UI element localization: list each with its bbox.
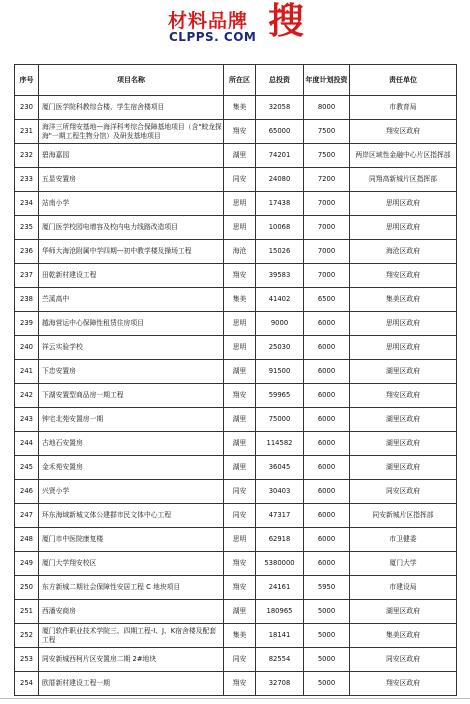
cell-district: 同安: [224, 168, 256, 192]
logo-english-text: CLPPS. COM: [169, 30, 257, 44]
cell-annual-investment: 6000: [304, 432, 350, 456]
project-table: [14, 64, 457, 696]
cell-annual-investment: 5000: [304, 648, 350, 672]
cell-responsible-unit: 湖里区政府: [350, 600, 457, 624]
cell-responsible-unit: 湖里区政府: [350, 432, 457, 456]
cell-project-name: 同安新城西柯片区安置房二期 2#地块: [39, 648, 224, 672]
cell-total-investment: 62918: [256, 528, 304, 552]
cell-total-investment: 59965: [256, 384, 304, 408]
header-responsible-unit: 责任单位: [350, 65, 457, 96]
cell-annual-investment: 5000: [304, 672, 350, 696]
cell-index: 239: [15, 312, 39, 336]
cell-annual-investment: 6000: [304, 336, 350, 360]
cell-annual-investment: 6000: [304, 408, 350, 432]
cell-district: 集美: [224, 96, 256, 120]
cell-index: 252: [15, 624, 39, 648]
cell-total-investment: 91500: [256, 360, 304, 384]
cell-project-name: 东方新城二期社会保障性安居工程 C 地块项目: [39, 576, 224, 600]
cell-total-investment: 24080: [256, 168, 304, 192]
cell-annual-investment: 6500: [304, 288, 350, 312]
cell-district: 同安: [224, 480, 256, 504]
table-row: [15, 264, 457, 288]
cell-annual-investment: 5000: [304, 600, 350, 624]
cell-district: 湖里: [224, 456, 256, 480]
cell-total-investment: 32708: [256, 672, 304, 696]
cell-district: 同安: [224, 504, 256, 528]
cell-project-name: 钟宅北苑安置房一期: [39, 408, 224, 432]
cell-district: 思明: [224, 216, 256, 240]
cell-project-name: 海洋三所翔安基地—海洋科考综合保障基地项目（含"蛟龙探海"一期工程生物分馆）及研发基地项目: [39, 120, 224, 144]
table-row: [15, 600, 457, 624]
cell-annual-investment: 6000: [304, 312, 350, 336]
cell-total-investment: 65000: [256, 120, 304, 144]
table-row: [15, 336, 457, 360]
table-row: [15, 504, 457, 528]
table-row: [15, 144, 457, 168]
cell-total-investment: 15026: [256, 240, 304, 264]
cell-project-name: 站南小学: [39, 192, 224, 216]
cell-total-investment: 5380000: [256, 552, 304, 576]
cell-total-investment: 75000: [256, 408, 304, 432]
cell-responsible-unit: 翔安区政府: [350, 264, 457, 288]
table-row: [15, 480, 457, 504]
site-logo[interactable]: [160, 1, 310, 48]
cell-index: 231: [15, 120, 39, 144]
cell-responsible-unit: 思明区政府: [350, 336, 457, 360]
cell-project-name: 五显安置房: [39, 168, 224, 192]
table-row: [15, 576, 457, 600]
cell-index: 245: [15, 456, 39, 480]
cell-index: 236: [15, 240, 39, 264]
cell-index: 243: [15, 408, 39, 432]
cell-district: 湖里: [224, 144, 256, 168]
cell-project-name: 厦门医学院科教综合楼、学生宿舍楼项目: [39, 96, 224, 120]
table-row: [15, 648, 457, 672]
cell-district: 同安: [224, 648, 256, 672]
table-row: [15, 96, 457, 120]
cell-district: 思明: [224, 336, 256, 360]
cell-responsible-unit: 湖里区政府: [350, 456, 457, 480]
cell-district: 湖里: [224, 432, 256, 456]
table-row: [15, 312, 457, 336]
cell-total-investment: 17438: [256, 192, 304, 216]
cell-index: 230: [15, 96, 39, 120]
table-body: [15, 96, 457, 696]
cell-responsible-unit: 两岸区域性金融中心片区指挥部: [350, 144, 457, 168]
cell-annual-investment: 7000: [304, 264, 350, 288]
cell-project-name: 厦门软件职业技术学院三、四期工程-I、J、K宿舍楼及配套工程: [39, 624, 224, 648]
cell-project-name: 祥云实验学校: [39, 336, 224, 360]
cell-index: 254: [15, 672, 39, 696]
cell-index: 233: [15, 168, 39, 192]
cell-project-name: 碧海嘉园: [39, 144, 224, 168]
table-row: [15, 384, 457, 408]
cell-responsible-unit: 同安区政府: [350, 648, 457, 672]
cell-project-name: 厦门大学翔安校区: [39, 552, 224, 576]
cell-responsible-unit: 同翔高新城片区指挥部: [350, 168, 457, 192]
cell-district: 湖里: [224, 600, 256, 624]
cell-responsible-unit: 集美区政府: [350, 288, 457, 312]
cell-total-investment: 9000: [256, 312, 304, 336]
cell-project-name: 下湖安置型商品房一期工程: [39, 384, 224, 408]
logo-chinese-text: 材料品牌: [168, 10, 249, 32]
cell-responsible-unit: 湖里区政府: [350, 408, 457, 432]
cell-total-investment: 30403: [256, 480, 304, 504]
cell-project-name: 华师大海沧附属中学四期—初中教学楼及操场工程: [39, 240, 224, 264]
header-total-investment: 总投资: [256, 65, 304, 96]
cell-total-investment: 41402: [256, 288, 304, 312]
logo-search-glyph: 搜: [268, 1, 305, 42]
cell-index: 242: [15, 384, 39, 408]
cell-district: 思明: [224, 192, 256, 216]
cell-annual-investment: 7000: [304, 240, 350, 264]
cell-project-name: 古地石安置房: [39, 432, 224, 456]
table-row: [15, 528, 457, 552]
table-row: [15, 288, 457, 312]
cell-responsible-unit: 翔安区政府: [350, 120, 457, 144]
cell-district: 思明: [224, 312, 256, 336]
cell-responsible-unit: 市建设局: [350, 576, 457, 600]
cell-project-name: 金禾苑安置房: [39, 456, 224, 480]
cell-index: 235: [15, 216, 39, 240]
cell-annual-investment: 5950: [304, 576, 350, 600]
cell-annual-investment: 7000: [304, 192, 350, 216]
header-annual-investment: 年度计划投资: [304, 65, 350, 96]
header-district: 所在区: [224, 65, 256, 96]
cell-annual-investment: 6000: [304, 528, 350, 552]
cell-project-name: 田乾新村建设工程: [39, 264, 224, 288]
cell-responsible-unit: 同安新城片区指挥部: [350, 504, 457, 528]
cell-total-investment: 74201: [256, 144, 304, 168]
cell-index: 251: [15, 600, 39, 624]
table-row: [15, 672, 457, 696]
table-row: [15, 552, 457, 576]
cell-total-investment: 47317: [256, 504, 304, 528]
cell-responsible-unit: 翔安区政府: [350, 672, 457, 696]
cell-index: 238: [15, 288, 39, 312]
cell-responsible-unit: 集美区政府: [350, 624, 457, 648]
cell-total-investment: 82554: [256, 648, 304, 672]
cell-total-investment: 10068: [256, 216, 304, 240]
cell-district: 思明: [224, 528, 256, 552]
cell-project-name: 西潘安商房: [39, 600, 224, 624]
cell-responsible-unit: 湖里区政府: [350, 360, 457, 384]
cell-index: 246: [15, 480, 39, 504]
table-row: [15, 192, 457, 216]
cell-index: 248: [15, 528, 39, 552]
cell-district: 海沧: [224, 240, 256, 264]
cell-responsible-unit: 思明区政府: [350, 312, 457, 336]
cell-project-name: 兴贤小学: [39, 480, 224, 504]
cell-annual-investment: 7500: [304, 144, 350, 168]
cell-district: 集美: [224, 288, 256, 312]
table-row: [15, 432, 457, 456]
cell-responsible-unit: 海沧区政府: [350, 240, 457, 264]
cell-annual-investment: 7200: [304, 168, 350, 192]
cell-annual-investment: 6000: [304, 360, 350, 384]
cell-district: 翔安: [224, 264, 256, 288]
cell-annual-investment: 6000: [304, 384, 350, 408]
table-header-row: [15, 65, 457, 96]
header-index: 序号: [15, 65, 39, 96]
cell-index: 249: [15, 552, 39, 576]
cell-district: 湖里: [224, 360, 256, 384]
table-row: [15, 168, 457, 192]
cell-total-investment: 25030: [256, 336, 304, 360]
cell-responsible-unit: 翔安区政府: [350, 384, 457, 408]
cell-responsible-unit: 思明区政府: [350, 192, 457, 216]
cell-district: 翔安: [224, 672, 256, 696]
table-row: [15, 120, 457, 144]
cell-annual-investment: 5000: [304, 624, 350, 648]
table-row: [15, 624, 457, 648]
cell-total-investment: 18141: [256, 624, 304, 648]
cell-annual-investment: 8000: [304, 96, 350, 120]
cell-total-investment: 114582: [256, 432, 304, 456]
cell-district: 翔安: [224, 384, 256, 408]
cell-responsible-unit: 市卫健委: [350, 528, 457, 552]
cell-district: 湖里: [224, 408, 256, 432]
cell-annual-investment: 7000: [304, 216, 350, 240]
cell-index: 241: [15, 360, 39, 384]
cell-project-name: 欧厝新村建设工程一期: [39, 672, 224, 696]
cell-total-investment: 39583: [256, 264, 304, 288]
cell-district: 翔安: [224, 576, 256, 600]
cell-index: 250: [15, 576, 39, 600]
cell-project-name: 环东海域新城文体公建群市民文体中心工程: [39, 504, 224, 528]
table-row: [15, 456, 457, 480]
cell-annual-investment: 7500: [304, 120, 350, 144]
cell-annual-investment: 6000: [304, 480, 350, 504]
cell-annual-investment: 6000: [304, 552, 350, 576]
cell-district: 翔安: [224, 552, 256, 576]
cell-project-name: 下忠安置房: [39, 360, 224, 384]
cell-index: 247: [15, 504, 39, 528]
cell-district: 翔安: [224, 120, 256, 144]
table-row: [15, 216, 457, 240]
cell-index: 253: [15, 648, 39, 672]
table-row: [15, 408, 457, 432]
cell-project-name: 苎溪高中: [39, 288, 224, 312]
cell-project-name: 厦门医学校园电增容及校内电力线路改造项目: [39, 216, 224, 240]
cell-index: 240: [15, 336, 39, 360]
cell-responsible-unit: 厦门大学: [350, 552, 457, 576]
cell-index: 244: [15, 432, 39, 456]
header-project-name: 项目名称: [39, 65, 224, 96]
cell-index: 232: [15, 144, 39, 168]
cell-index: 234: [15, 192, 39, 216]
cell-project-name: 厦门市中医院康复楼: [39, 528, 224, 552]
cell-index: 237: [15, 264, 39, 288]
table-row: [15, 360, 457, 384]
cell-total-investment: 24161: [256, 576, 304, 600]
cell-responsible-unit: 市教育局: [350, 96, 457, 120]
cell-total-investment: 32058: [256, 96, 304, 120]
cell-responsible-unit: 同安区政府: [350, 480, 457, 504]
cell-total-investment: 180965: [256, 600, 304, 624]
page-bottom-divider: [0, 698, 470, 699]
cell-annual-investment: 6000: [304, 456, 350, 480]
cell-district: 集美: [224, 624, 256, 648]
cell-project-name: 越海营运中心保障性租赁住房项目: [39, 312, 224, 336]
cell-annual-investment: 6000: [304, 504, 350, 528]
cell-total-investment: 36045: [256, 456, 304, 480]
cell-responsible-unit: 思明区政府: [350, 216, 457, 240]
table-row: [15, 240, 457, 264]
